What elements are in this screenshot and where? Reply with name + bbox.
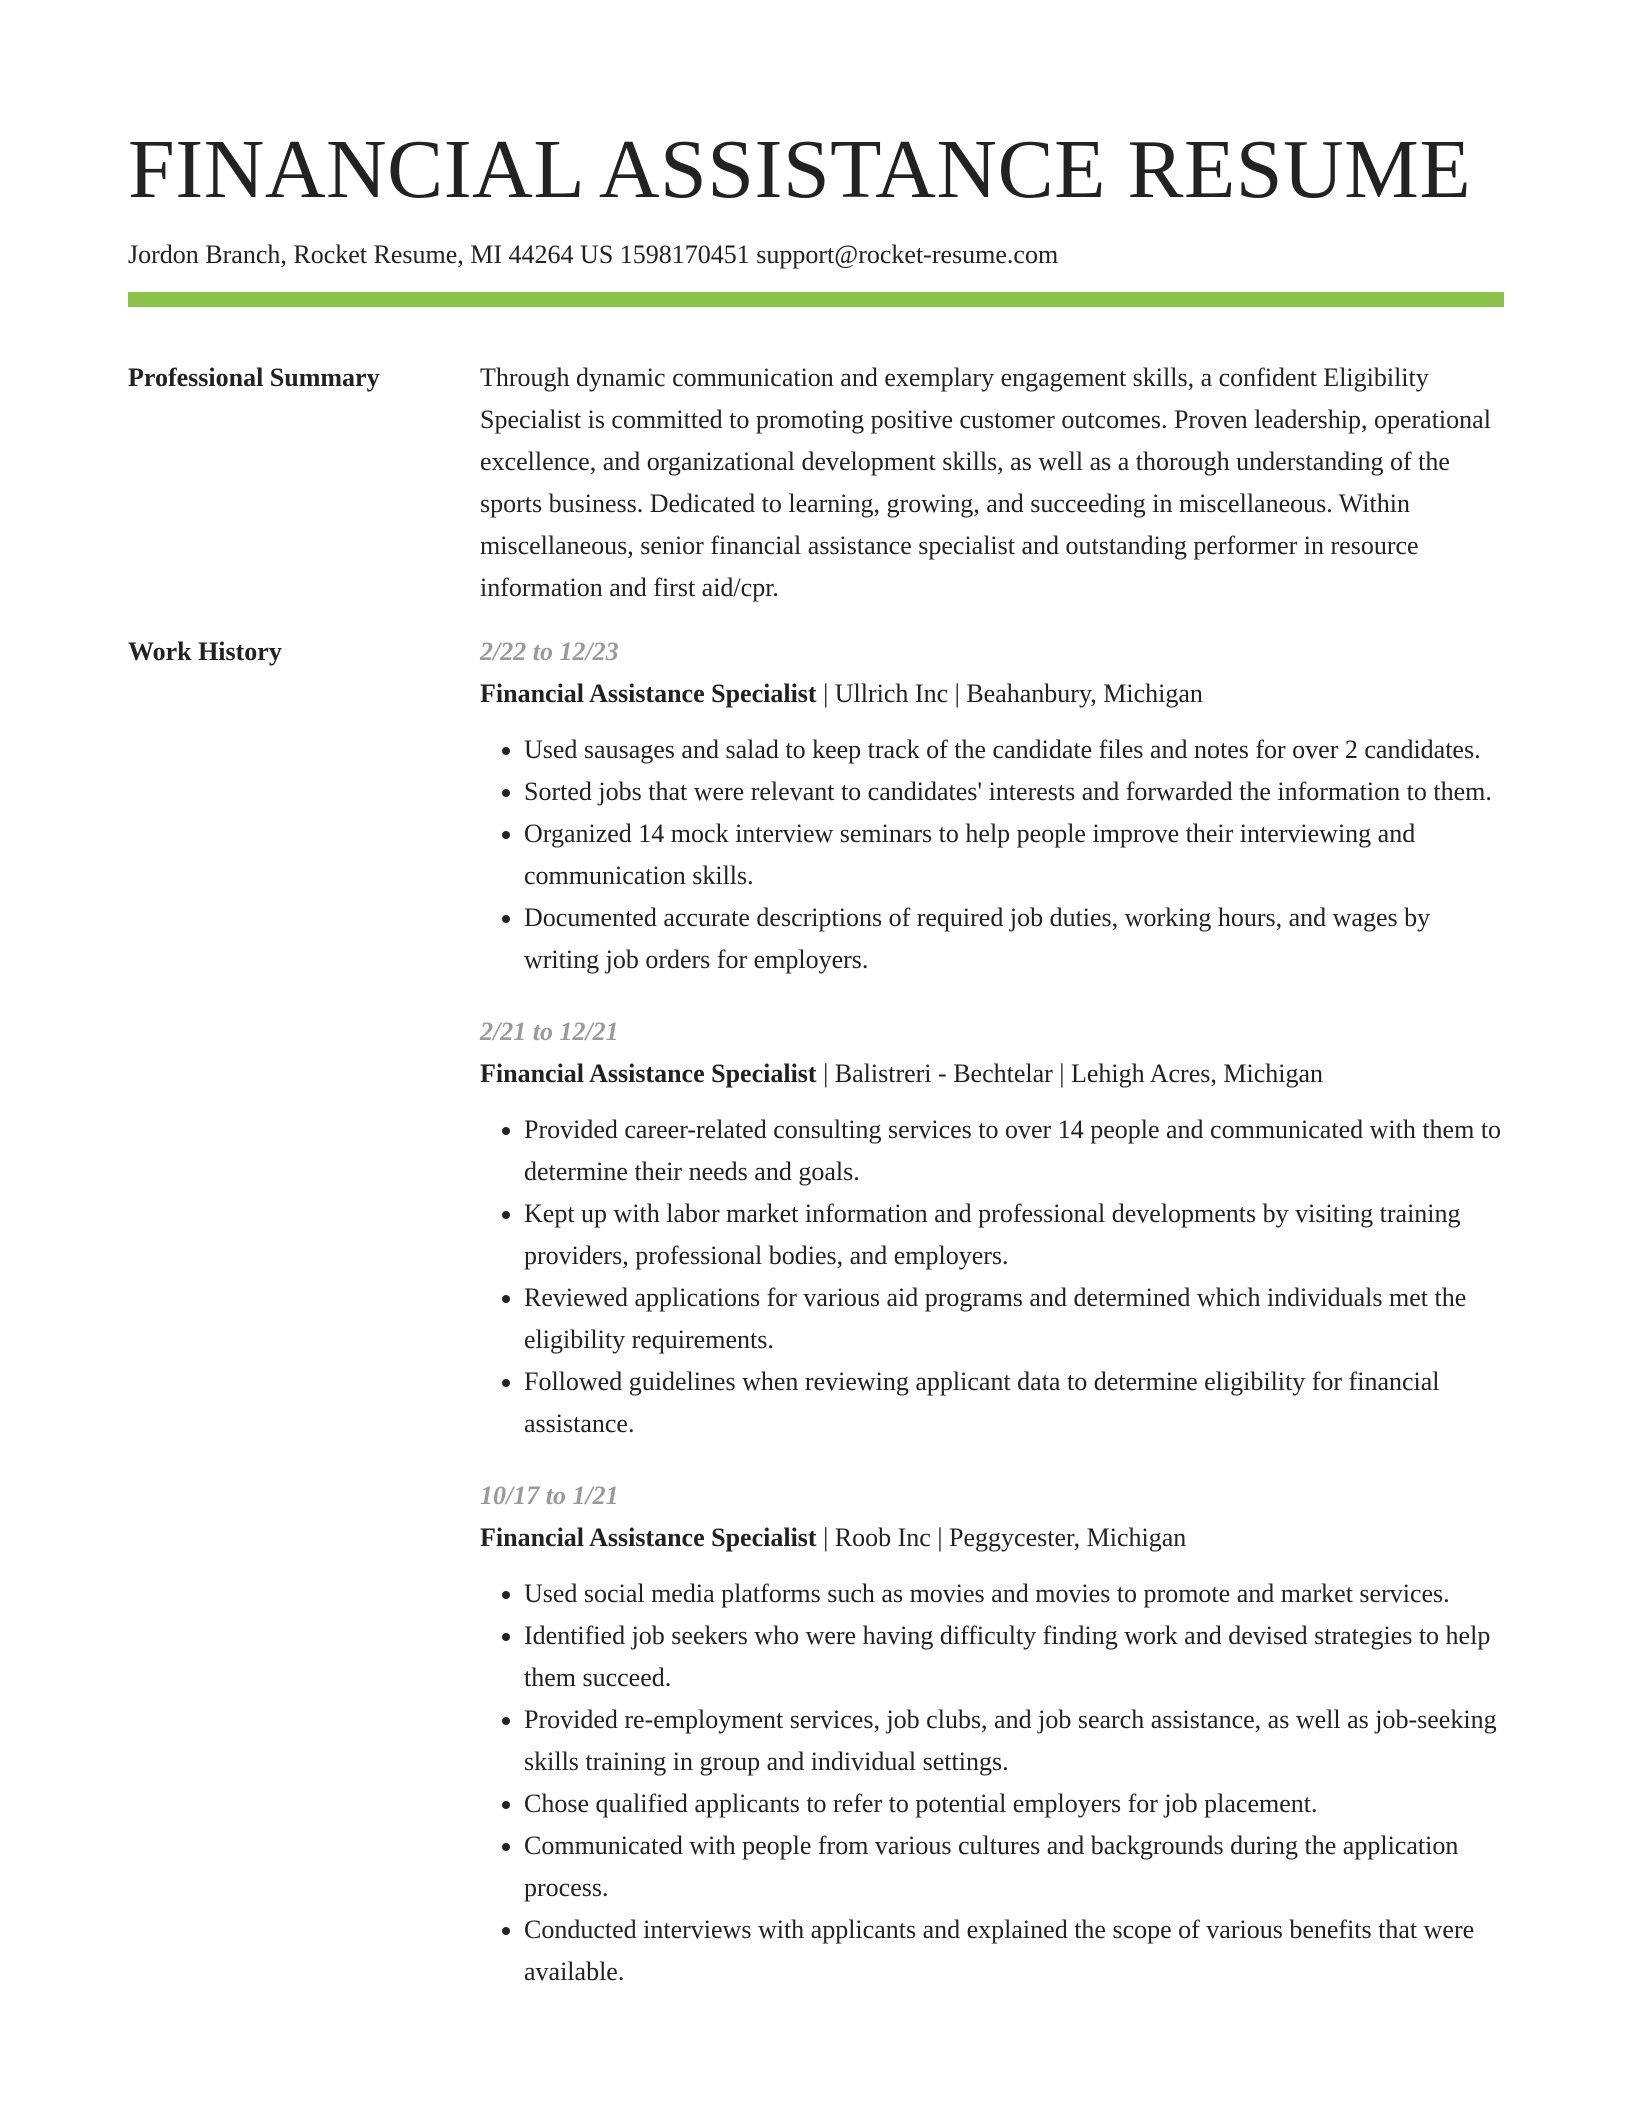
job-dates: 2/22 to 12/23 xyxy=(480,637,619,666)
job-dates: 2/21 to 12/21 xyxy=(480,1017,619,1046)
job-list xyxy=(480,631,1504,2023)
bullet-item: • Kept up with labor market information and professional developments by visiting training providers, professional bodies, and employers. xyxy=(524,1193,1504,1277)
job-company-location: | Roob Inc | Peggycester, Michigan xyxy=(816,1523,1187,1552)
bullet-item: • Followed guidelines when reviewing applicant data to determine eligibility for financial assistance. xyxy=(524,1361,1504,1445)
job-heading xyxy=(480,1517,1504,1559)
accent-divider xyxy=(128,292,1504,307)
resume-page xyxy=(128,0,1504,2023)
bullet-item: • Provided career-related consulting services to over 14 people and communicated with them to determine their needs and goals. xyxy=(524,1109,1504,1193)
job-title: Financial Assistance Specialist xyxy=(480,679,817,708)
job-title: Financial Assistance Specialist xyxy=(480,1523,817,1552)
summary-text: Through dynamic communication and exemplary engagement skills, a confident Eligibility Specialist is committed to promoting positive customer outcomes. Proven leadership, operational excellence, and organizational development skills, as well as a thorough understanding of the sports business. Dedicated to learning, growing, and succeeding in miscellaneous. Within miscellaneous, senior financial assistance specialist and outstanding performer in resource information and first aid/cpr. xyxy=(480,363,1491,602)
work-history-section xyxy=(128,631,1504,2023)
bullet-item: • Identified job seekers who were having difficulty finding work and devised strategies to help them succeed. xyxy=(524,1615,1504,1699)
bullet-item: • Used sausages and salad to keep track of the candidate files and notes for over 2 candidates. xyxy=(524,729,1504,771)
job-heading xyxy=(480,1053,1504,1095)
resume-title: FINANCIAL ASSISTANCE RESUME xyxy=(128,123,1472,216)
contact-info: Jordon Branch, Rocket Resume, MI 44264 US 1598170451 support@rocket-resume.com xyxy=(128,240,1059,269)
job-entry xyxy=(480,631,1504,981)
bullet-item: • Chose qualified applicants to refer to potential employers for job placement. xyxy=(524,1783,1504,1825)
bullet-item: • Sorted jobs that were relevant to candidates' interests and forwarded the information to them. xyxy=(524,771,1504,813)
bullet-item: • Conducted interviews with applicants and explained the scope of various benefits that were available. xyxy=(524,1909,1504,1993)
professional-summary-section xyxy=(128,357,1504,609)
job-company-location: | Balistreri - Bechtelar | Lehigh Acres, Michigan xyxy=(816,1059,1323,1088)
job-entry xyxy=(480,1011,1504,1445)
job-heading xyxy=(480,673,1504,715)
job-title: Financial Assistance Specialist xyxy=(480,1059,817,1088)
job-entry xyxy=(480,1475,1504,1993)
bullet-item: • Used social media platforms such as movies and movies to promote and market services. xyxy=(524,1573,1504,1615)
bullet-item: • Provided re-employment services, job clubs, and job search assistance, as well as job-seeking skills training in group and individual settings. xyxy=(524,1699,1504,1783)
section-heading: Professional Summary xyxy=(128,363,380,392)
bullet-item: • Documented accurate descriptions of required job duties, working hours, and wages by writing job orders for employers. xyxy=(524,897,1504,981)
job-company-location: | Ullrich Inc | Beahanbury, Michigan xyxy=(816,679,1203,708)
job-dates: 10/17 to 1/21 xyxy=(480,1481,619,1510)
section-heading: Work History xyxy=(128,637,282,666)
job-bullets xyxy=(480,1109,1504,1445)
bullet-item: • Communicated with people from various cultures and backgrounds during the application process. xyxy=(524,1825,1504,1909)
job-bullets xyxy=(480,1573,1504,1993)
job-bullets xyxy=(480,729,1504,981)
bullet-item: • Reviewed applications for various aid programs and determined which individuals met the eligibility requirements. xyxy=(524,1277,1504,1361)
bullet-item: • Organized 14 mock interview seminars to help people improve their interviewing and communication skills. xyxy=(524,813,1504,897)
